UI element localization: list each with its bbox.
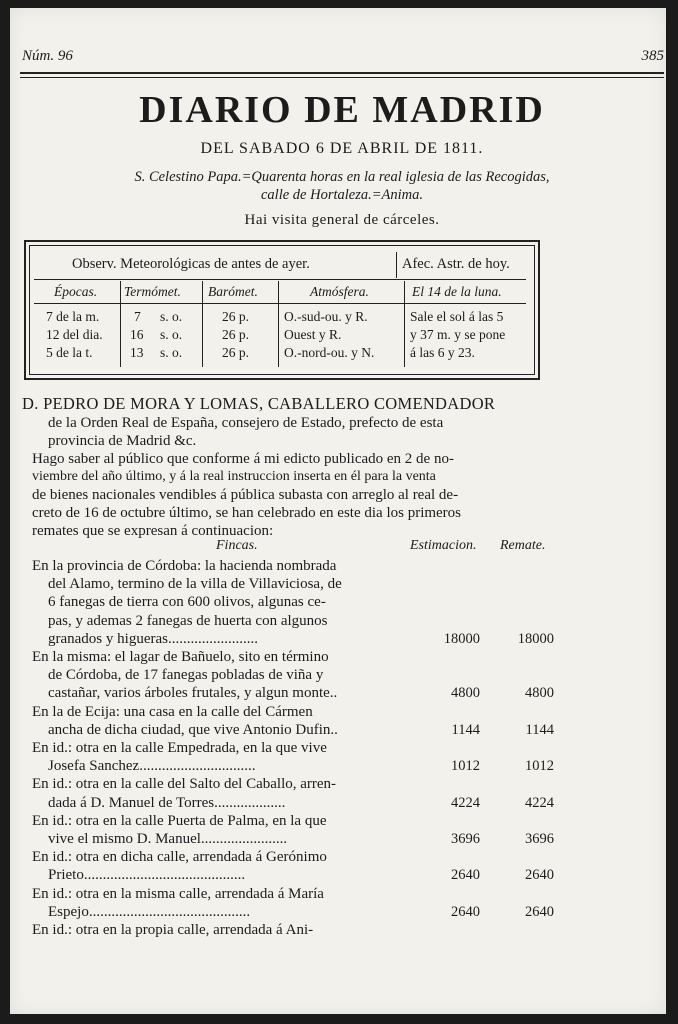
notice-heading-line: provincia de Madrid &c. — [48, 433, 197, 449]
weather-header-divider — [34, 279, 526, 280]
remate-value: 4800 — [525, 685, 554, 702]
row-termo: 13 — [130, 345, 144, 360]
property-entry-line: del Alamo, termino de la villa de Villaviciosa, de — [48, 576, 342, 593]
row-termo-unit: s. o. — [160, 309, 183, 324]
weather-col-separator — [404, 281, 405, 367]
row-atmos: O.-nord-ou. y N. — [284, 345, 375, 360]
estimacion-value: 1012 — [451, 758, 480, 775]
page-number: 385 — [641, 48, 664, 64]
remate-value: 18000 — [517, 630, 554, 647]
row-epoca: 5 de la t. — [46, 345, 93, 360]
col-barometro: Barómet. — [208, 284, 258, 299]
header-rule-top — [20, 72, 664, 74]
weather-columns-divider — [34, 303, 526, 304]
property-entry-line: En id.: otra en la calle Empedrada, en la que vive — [32, 740, 327, 756]
property-entry-line: Espejo........................................... — [48, 903, 251, 920]
col-atmosfera: Atmósfera. — [310, 284, 369, 299]
property-entry-line: En la misma: el lagar de Bañuelo, sito en término — [32, 649, 329, 665]
estimacion-value: 2640 — [451, 903, 480, 920]
moon-line: á las 6 y 23. — [410, 345, 475, 360]
estimacion-value: 4224 — [451, 794, 480, 811]
property-entry-line: dada á D. Manuel de Torres................... — [48, 794, 286, 811]
issue-date: DEL SABADO 6 DE ABRIL DE 1811. — [200, 140, 484, 157]
row-termo-unit: s. o. — [160, 327, 183, 342]
property-entry-line: castañar, varios árboles frutales, y algun monte.. — [48, 685, 338, 702]
estimacion-value: 3696 — [451, 831, 480, 847]
notice-heading: D. PEDRO DE MORA Y LOMAS, CABALLERO COMENDADOR — [22, 394, 496, 413]
property-entry-line: En la provincia de Córdoba: la hacienda nombrada — [32, 558, 337, 574]
property-entry-line: En id.: otra en la calle del Salto del Caballo, arren- — [32, 776, 337, 793]
row-baro: 26 p. — [222, 327, 249, 342]
property-entry-line: ancha de dicha ciudad, que vive Antonio Dufin.. — [48, 721, 338, 738]
notice-body-line: creto de 16 de octubre último, se han celebrado en este dia los primeros — [32, 505, 462, 521]
property-entry-line: de Córdoba, de 17 fanegas pobladas de viña y — [48, 667, 324, 684]
col-termometro: Termómet. — [124, 284, 181, 299]
col-fincas: Fincas. — [216, 538, 258, 553]
remate-value: 1144 — [525, 721, 554, 738]
property-entry-line: En la de Ecija: una casa en la calle del Cármen — [32, 703, 313, 720]
notice-body-line: de bienes nacionales vendibles á pública subasta con arreglo al real de- — [32, 487, 459, 503]
row-baro: 26 p. — [222, 345, 249, 360]
property-entry-line: Josefa Sanchez............................... — [48, 758, 256, 775]
row-termo-unit: s. o. — [160, 345, 183, 360]
remate-value: 1012 — [525, 758, 554, 775]
property-entry-line: En id.: otra en la propia calle, arrendada á Ani- — [32, 922, 314, 938]
row-baro: 26 p. — [222, 309, 249, 324]
col-remate: Remate. — [500, 538, 546, 553]
row-epoca: 7 de la m. — [46, 309, 100, 324]
property-entry-line: En id.: otra en dicha calle, arrendada á Gerónimo — [32, 849, 327, 866]
col-epocas: Épocas. — [54, 284, 98, 299]
property-entry-line: granados y higueras........................ — [48, 630, 258, 647]
weather-header-left: Observ. Meteorológicas de antes de ayer. — [72, 256, 310, 272]
notice-body-line: viembre del año último, y á la real instruccion inserta en él para la venta — [32, 469, 436, 484]
estimacion-value: 2640 — [451, 867, 480, 884]
weather-col-separator — [278, 281, 279, 367]
row-termo: 7 — [134, 309, 141, 324]
header-rule-bottom — [20, 77, 664, 78]
weather-col-separator — [120, 281, 121, 367]
estimacion-value: 1144 — [451, 721, 480, 738]
remate-value: 3696 — [525, 831, 554, 847]
saints-of-the-day — [20, 168, 664, 204]
saints-line: S. Celestino Papa.=Quarenta horas en la real iglesia de las Recogidas, — [134, 169, 550, 185]
row-atmos: Ouest y R. — [284, 327, 342, 342]
weather-header-separator — [396, 252, 397, 278]
weather-col-separator — [202, 281, 203, 367]
property-entry-line: En id.: otra en la misma calle, arrendada á María — [32, 885, 324, 902]
notice-body-line: remates que se expresan á continuacion: — [32, 523, 274, 539]
property-entry-line: pas, y ademas 2 fanegas de huerta con algunos — [48, 612, 328, 629]
estimacion-value: 18000 — [443, 630, 480, 647]
row-epoca: 12 del dia. — [46, 327, 103, 342]
col-luna: El 14 de la luna. — [412, 284, 502, 299]
saints-line: calle de Hortaleza.=Anima. — [260, 187, 423, 203]
col-estimacion: Estimacion. — [410, 538, 477, 553]
property-entry-line: 6 fanegas de tierra con 600 olivos, algunas ce- — [48, 594, 326, 611]
property-entry-line: En id.: otra en la calle Puerta de Palma, en la que — [32, 812, 327, 829]
moon-line: y 37 m. y se pone — [410, 327, 506, 342]
row-atmos: O.-sud-ou. y R. — [284, 309, 368, 324]
remate-value: 2640 — [525, 867, 554, 884]
row-termo: 16 — [130, 327, 144, 342]
remate-value: 4224 — [525, 794, 554, 811]
weather-header-right: Afec. Astr. de hoy. — [402, 256, 510, 272]
property-entry-line: vive el mismo D. Manuel....................... — [48, 831, 288, 847]
moon-line: Sale el sol á las 5 — [410, 309, 504, 324]
estimacion-value: 4800 — [451, 685, 480, 702]
remate-value: 2640 — [525, 903, 554, 920]
notice-heading-line: de la Orden Real de España, consejero de Estado, prefecto de esta — [48, 415, 444, 431]
property-entry-line: Prieto........................................... — [48, 867, 246, 884]
masthead-title: DIARIO DE MADRID — [139, 89, 545, 131]
issue-number: Núm. 96 — [22, 48, 73, 64]
visit-notice: Hai visita general de cárceles. — [244, 212, 440, 228]
notice-body-line: Hago saber al público que conforme á mi edicto publicado en 2 de no- — [32, 451, 454, 467]
